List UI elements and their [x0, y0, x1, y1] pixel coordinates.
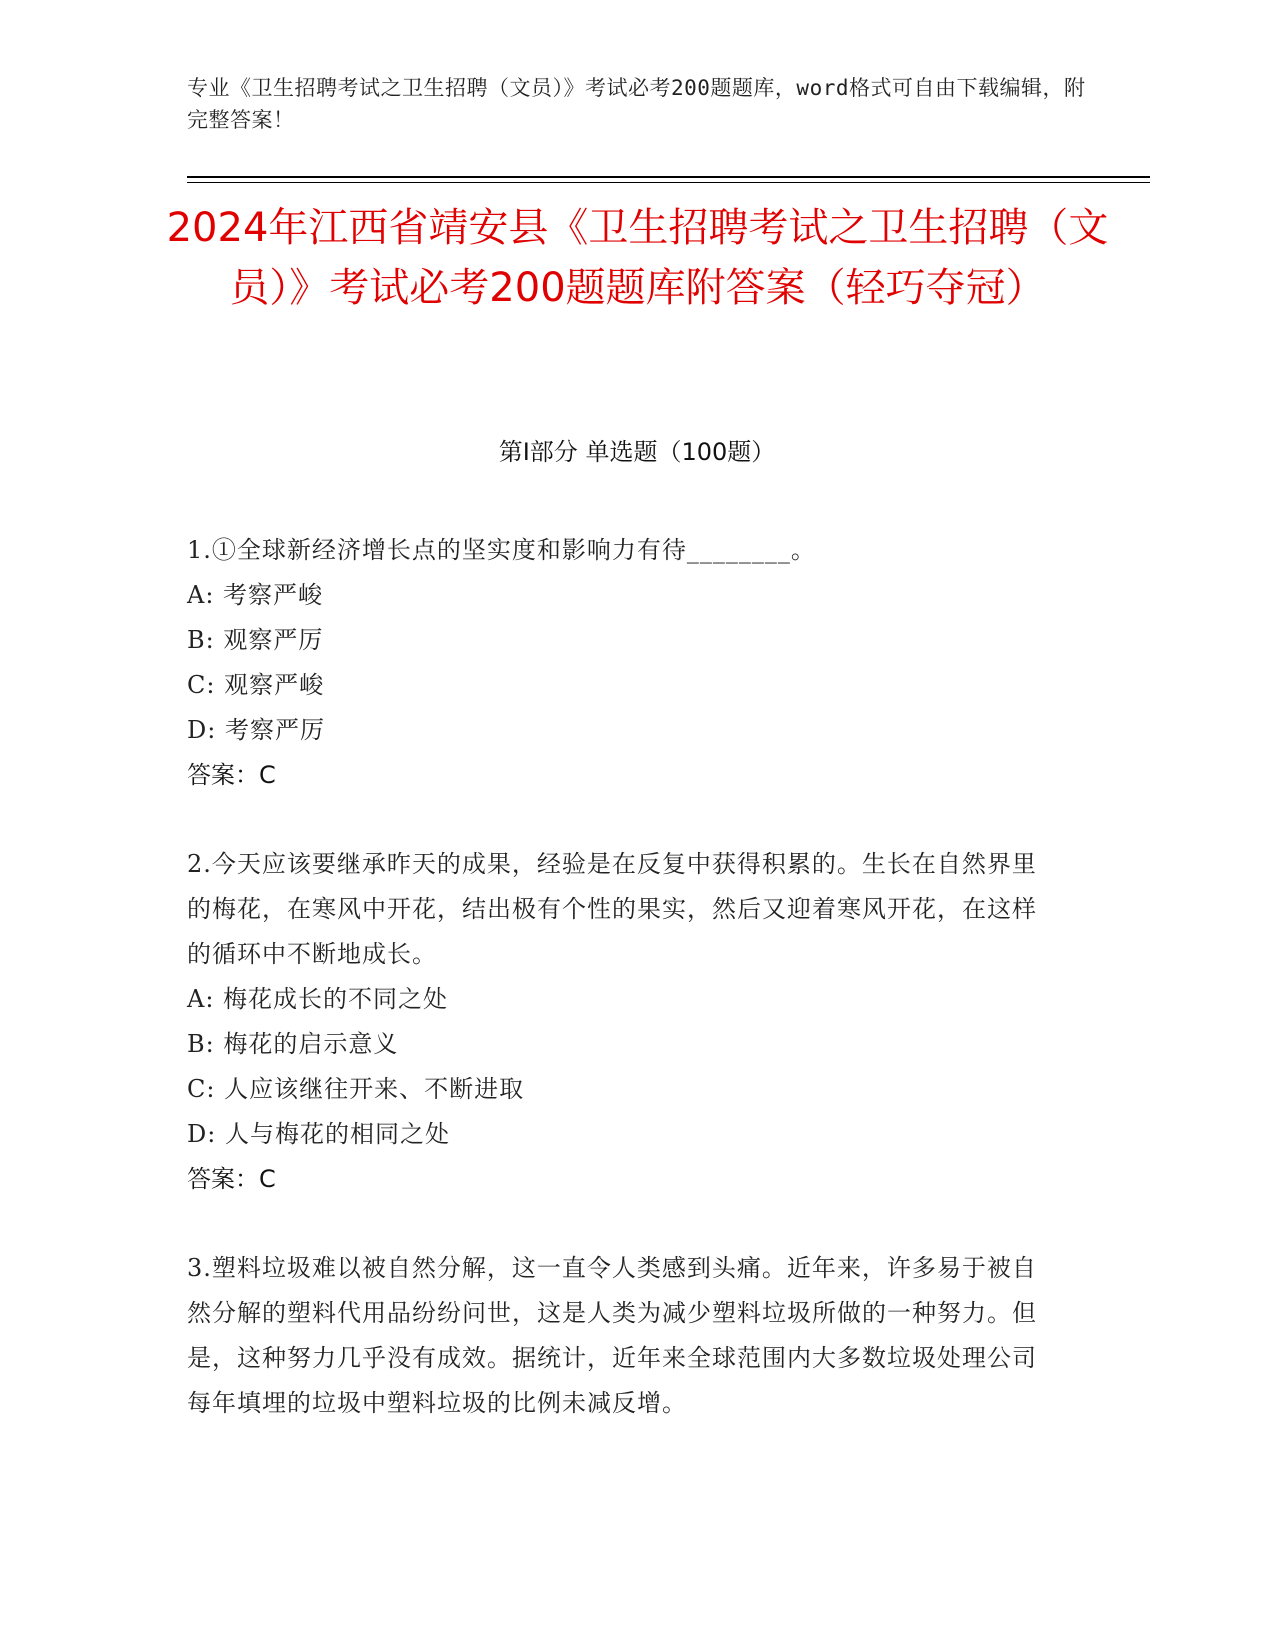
option-a: A: 梅花成长的不同之处 — [187, 985, 449, 1013]
option-c: C: 观察严峻 — [187, 671, 325, 699]
section-title: 第Ⅰ部分 单选题（100题） — [498, 438, 776, 466]
header-divider-thin — [187, 182, 1150, 183]
question-stem: 1.①全球新经济增长点的坚实度和影响力有待________。 — [187, 536, 816, 564]
option-d: D: 考察严厉 — [187, 716, 325, 744]
answer: 答案：C — [187, 761, 276, 789]
question-list — [187, 528, 1057, 1470]
option-c: C: 人应该继往开来、不断进取 — [187, 1075, 525, 1103]
question-3 — [187, 1246, 1057, 1426]
document-title: 2024年江西省靖安县《卫生招聘考试之卫生招聘（文员）》考试必考200题题库附答案（轻巧夺冠） — [166, 205, 1109, 311]
question-stem: 3.塑料垃圾难以被自然分解，这一直令人类感到头痛。近年来，许多易于被自然分解的塑料代用品纷纷问世，这是人类为减少塑料垃圾所做的一种努力。但是，这种努力几乎没有成效。据统计，近年来全球范围内大多数垃圾处理公司每年填埋的垃圾中塑料垃圾的比例未减反增。 — [187, 1254, 1037, 1417]
header-divider-thick — [187, 176, 1150, 178]
header-note: 专业《卫生招聘考试之卫生招聘（文员）》考试必考200题题库，word格式可自由下载编辑，附完整答案！ — [187, 76, 1086, 132]
option-b: B: 观察严厉 — [187, 626, 324, 654]
option-d: D: 人与梅花的相同之处 — [187, 1120, 450, 1148]
question-stem: 2.今天应该要继承昨天的成果，经验是在反复中获得积累的。生长在自然界里的梅花，在寒风中开花，结出极有个性的果实，然后又迎着寒风开花，在这样的循环中不断地成长。 — [187, 850, 1037, 968]
answer: 答案：C — [187, 1165, 276, 1193]
question-1 — [187, 528, 1057, 798]
option-b: B: 梅花的启示意义 — [187, 1030, 399, 1058]
question-2 — [187, 842, 1057, 1202]
option-a: A: 考察严峻 — [187, 581, 324, 609]
